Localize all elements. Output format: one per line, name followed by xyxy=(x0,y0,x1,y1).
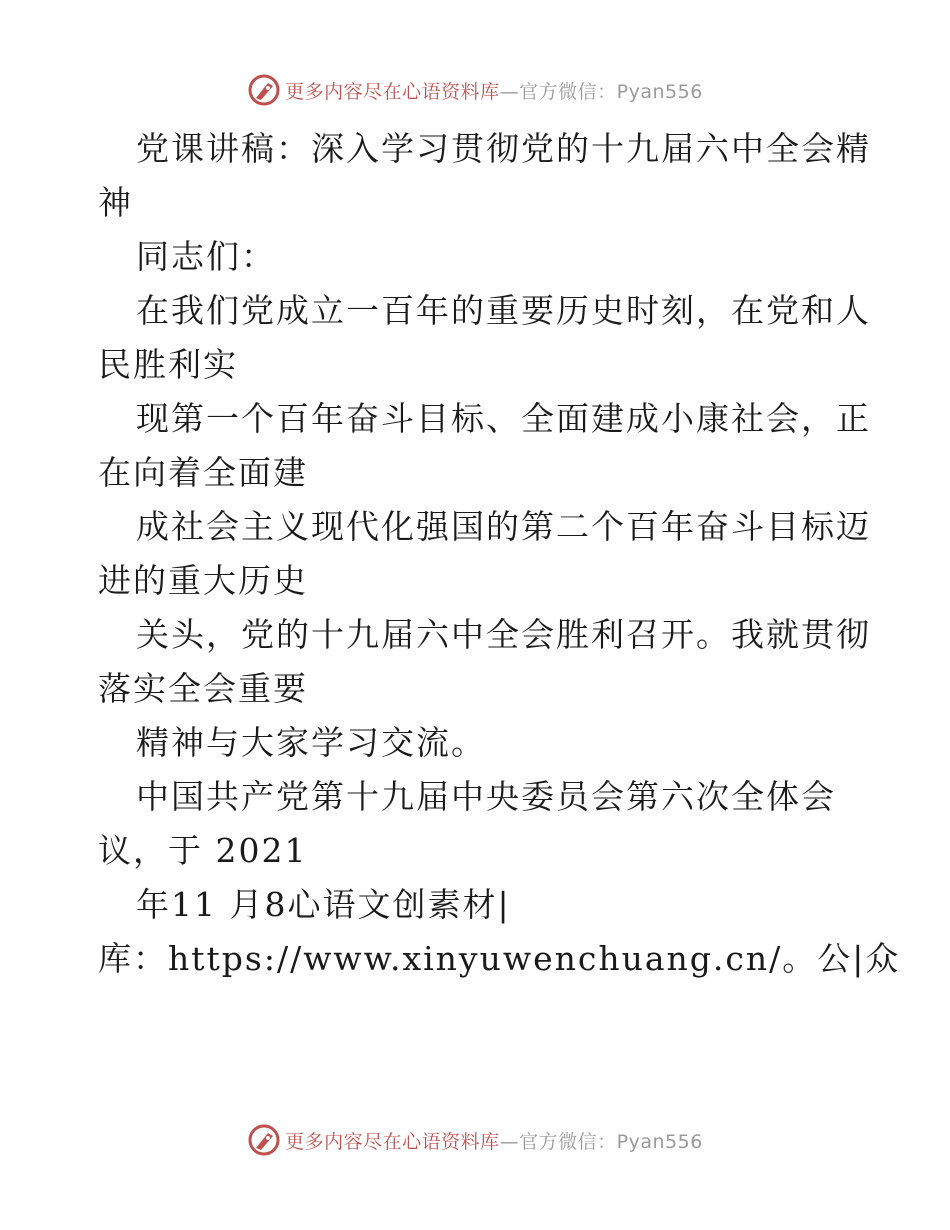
doc-salutation: 同志们： xyxy=(136,237,276,276)
doc-paragraph-line: 中国共产党第十九届中央委员会第六次全体会 xyxy=(136,777,836,816)
doc-paragraph-line: 库：https://www.xinyuwenchuang.cn/。公|众 xyxy=(98,939,901,978)
doc-paragraph-line: 精神与大家学习交流。 xyxy=(136,723,486,762)
doc-title-line-2: 神 xyxy=(98,183,133,222)
footer-watermark-banner xyxy=(0,1120,950,1160)
doc-title-line-1: 党课讲稿：深入学习贯彻党的十九届六中全会精 xyxy=(136,129,871,168)
footer-watermark-main: 更多内容尽在心语资料库 xyxy=(285,1130,500,1153)
doc-paragraph-line: 进的重大历史 xyxy=(98,561,308,600)
doc-paragraph-line: 议，于 2021 xyxy=(98,831,308,870)
header-watermark-banner xyxy=(0,70,950,110)
header-watermark-text xyxy=(285,77,703,104)
doc-paragraph-line: 年11 月8心语文创素材| xyxy=(136,885,511,924)
doc-paragraph-line: 在我们党成立一百年的重要历史时刻，在党和人 xyxy=(136,291,871,330)
header-watermark-main: 更多内容尽在心语资料库 xyxy=(285,80,500,103)
doc-paragraph-line: 民胜利实 xyxy=(98,345,238,384)
header-watermark-sub: —官方微信：Pyan556 xyxy=(499,80,703,103)
doc-paragraph-line: 成社会主义现代化强国的第二个百年奋斗目标迈 xyxy=(136,507,871,546)
pen-nib-logo-icon xyxy=(247,1123,281,1157)
document-body xyxy=(98,122,901,986)
doc-paragraph-line: 关头，党的十九届六中全会胜利召开。我就贯彻 xyxy=(136,615,871,654)
footer-watermark-sub: —官方微信：Pyan556 xyxy=(499,1130,703,1153)
pen-nib-logo-icon xyxy=(247,73,281,107)
doc-paragraph-line: 现第一个百年奋斗目标、全面建成小康社会，正 xyxy=(136,399,871,438)
doc-paragraph-line: 落实全会重要 xyxy=(98,669,308,708)
doc-paragraph-line: 在向着全面建 xyxy=(98,453,308,492)
footer-watermark-text xyxy=(285,1127,703,1154)
